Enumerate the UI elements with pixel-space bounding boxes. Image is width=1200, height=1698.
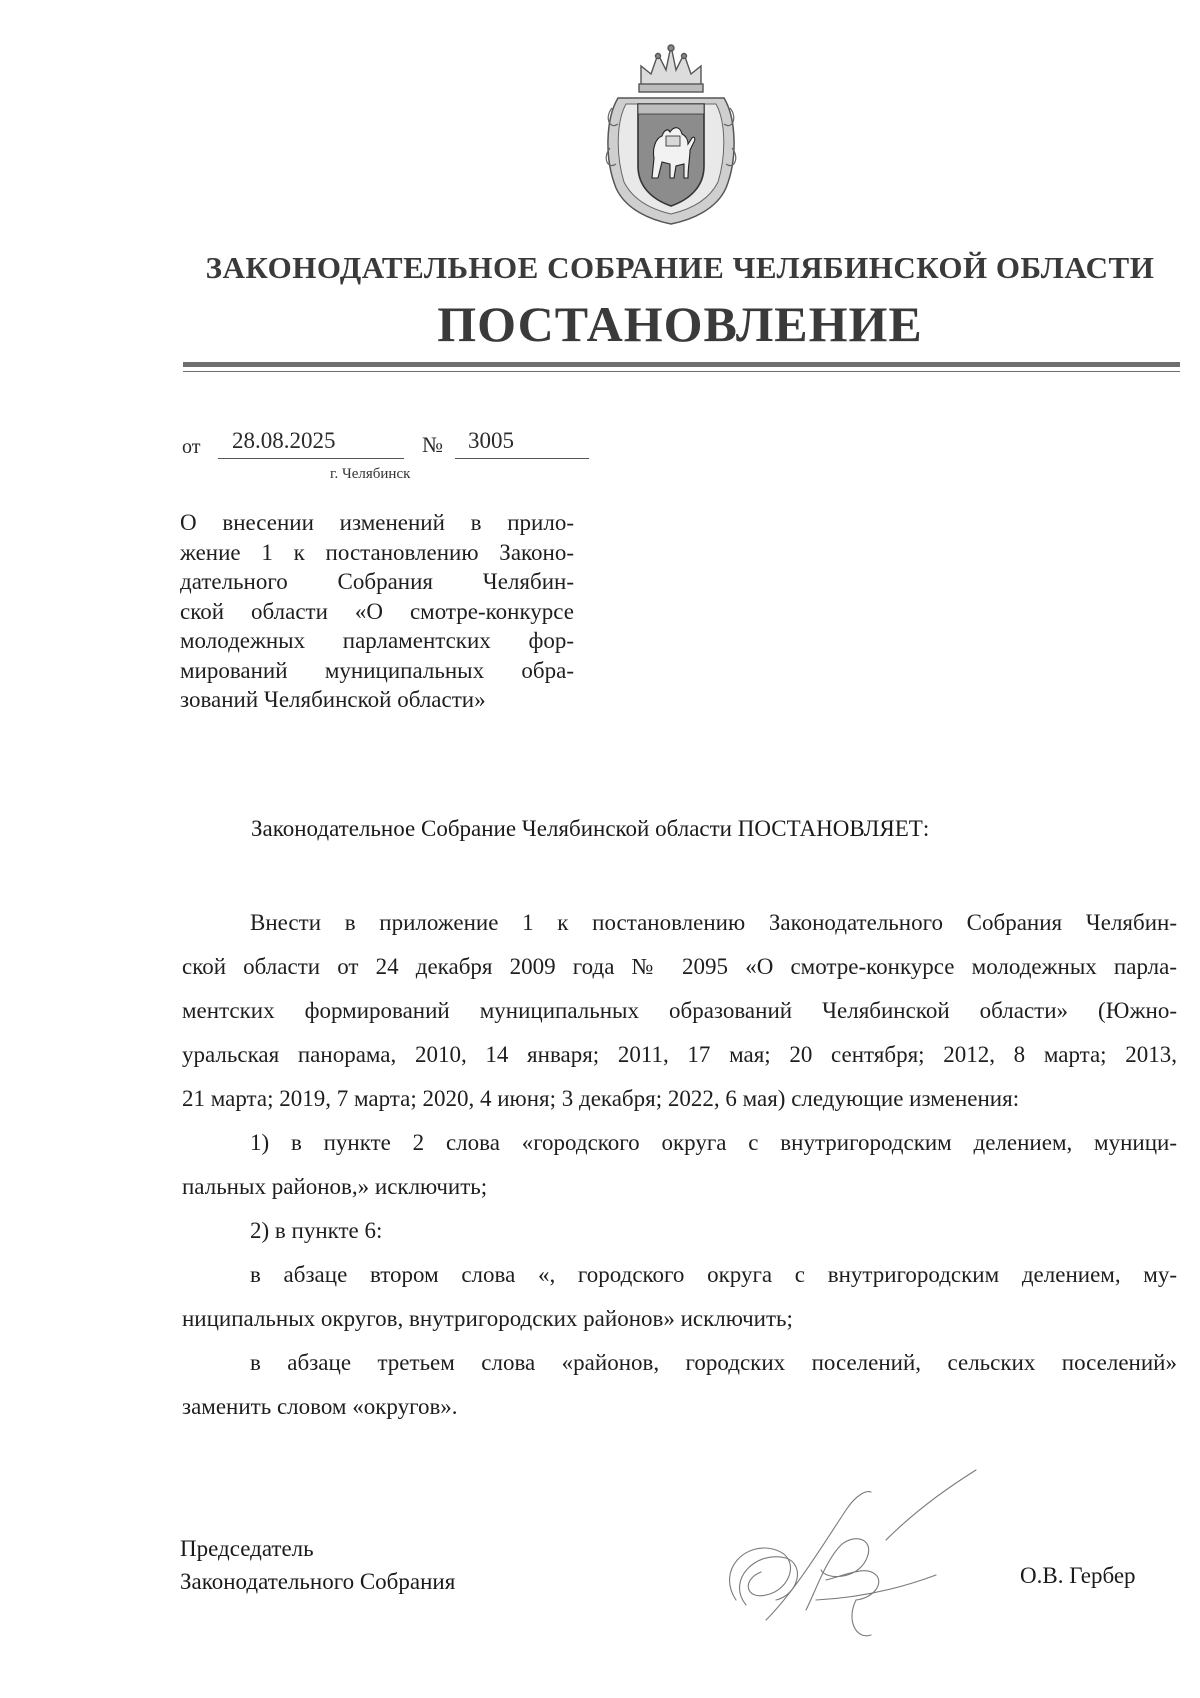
header-rule-thin — [183, 371, 1180, 372]
body-line: в абзаце втором слова «, городского округа с внутригородским делением, му- — [250, 1262, 1177, 1287]
document-body — [182, 901, 1177, 1429]
body-line: пальных районов,» исключить; — [182, 1174, 488, 1199]
body-paragraph-4 — [182, 1253, 1177, 1341]
subject-line: молодежных парламентских фор- — [180, 628, 574, 653]
date-from-label: от — [182, 436, 201, 458]
body-line: уральская панорама, 2010, 14 января; 2011, 17 мая; 20 сентября; 2012, 8 марта; 2013, — [182, 1042, 1177, 1067]
body-line: 21 марта; 2019, 7 марта; 2020, 4 июня; 3 декабря; 2022, 6 мая) следующие изменения: — [182, 1086, 1020, 1111]
body-line: заменить словом «округов». — [182, 1394, 458, 1419]
number-label: № — [422, 432, 443, 457]
body-line: Внести в приложение 1 к постановлению Законодательного Собрания Челябин- — [250, 910, 1177, 935]
chelyabinsk-coat-of-arms-icon — [596, 38, 746, 228]
body-paragraph-2 — [182, 1121, 1177, 1209]
document-number: 3005 — [468, 428, 514, 453]
city-label: г. Челябинск — [330, 466, 411, 482]
subject-line: О внесении изменений в прило- — [180, 510, 574, 535]
number-underline — [455, 458, 589, 459]
signatory-name: О.В. Гербер — [1020, 1563, 1136, 1588]
document-date: 28.08.2025 — [232, 428, 336, 453]
subject-line: зований Челябинской области» — [180, 687, 486, 712]
body-paragraph-3 — [182, 1209, 1177, 1253]
subject-line: жение 1 к постановлению Законо- — [180, 539, 574, 565]
document-subject — [180, 508, 574, 715]
header-rule-thick — [183, 362, 1180, 367]
handwritten-signature-icon — [706, 1450, 1006, 1650]
resolves-statement: Законодательное Собрание Челябинской области ПОСТАНОВЛЯЕТ: — [251, 816, 930, 841]
body-line: 1) в пункте 2 слова «городского округа с внутригородским делением, муници- — [250, 1130, 1177, 1155]
signatory-position-line: Председатель — [180, 1536, 314, 1561]
organization-name: ЗАКОНОДАТЕЛЬНОЕ СОБРАНИЕ ЧЕЛЯБИНСКОЙ ОБЛАСТИ — [205, 250, 1155, 285]
document-type-title: ПОСТАНОВЛЕНИЕ — [437, 296, 923, 352]
date-underline — [218, 458, 404, 459]
signatory-position-line: Законодательного Собрания — [180, 1569, 456, 1594]
body-line: ской области от 24 декабря 2009 года № 2095 «О смотре-конкурсе молодежных парла- — [182, 954, 1177, 979]
body-line: в абзаце третьем слова «районов, городских поселений, сельских поселений» — [250, 1350, 1177, 1375]
body-paragraph-1 — [182, 901, 1177, 1121]
subject-line: дательного Собрания Челябин- — [180, 569, 574, 594]
body-line: ниципальных округов, внутригородских районов» исключить; — [182, 1306, 793, 1331]
signatory-position — [180, 1532, 455, 1598]
subject-line: мирований муниципальных обра- — [180, 657, 574, 683]
body-line: ментских формирований муниципальных образований Челябинской области» (Южно- — [182, 998, 1177, 1023]
body-line: 2) в пункте 6: — [250, 1218, 383, 1243]
subject-line: ской области «О смотре-конкурсе — [180, 598, 574, 624]
body-paragraph-5 — [182, 1341, 1177, 1429]
